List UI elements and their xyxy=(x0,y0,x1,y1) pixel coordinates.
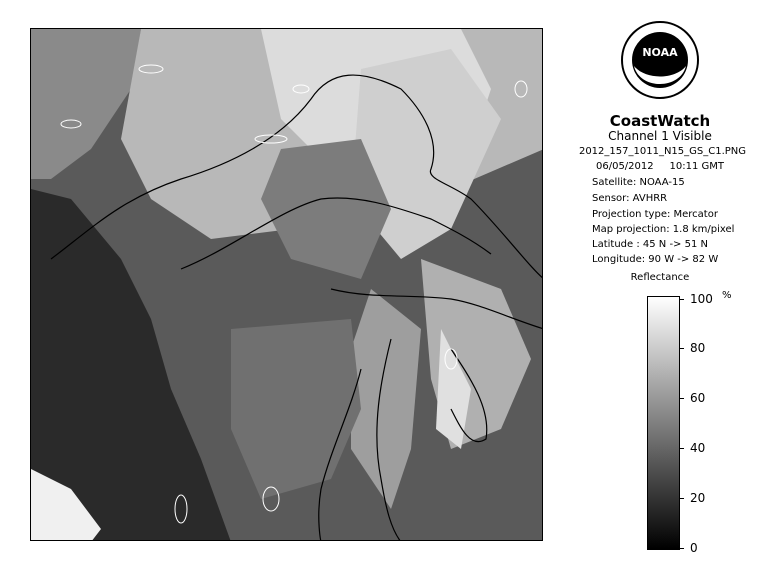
colorbar-tick-label: 40 xyxy=(690,441,706,455)
satellite-map xyxy=(30,28,543,541)
colorbar-title: Reflectance xyxy=(630,272,690,283)
colorbar-tick xyxy=(679,498,684,499)
date-value: 06/05/2012 xyxy=(595,161,654,172)
sensor-info: Sensor: AVHRR xyxy=(592,193,668,204)
colorbar-unit: % xyxy=(722,290,732,301)
satellite-info: Satellite: NOAA-15 xyxy=(592,177,685,188)
colorbar xyxy=(647,296,680,550)
header-subtitle: Channel 1 Visible xyxy=(608,129,712,143)
colorbar-tick xyxy=(679,348,684,349)
header-title: CoastWatch xyxy=(609,112,711,130)
map-projection-info: Map projection: 1.8 km/pixel xyxy=(592,224,735,235)
colorbar-tick-label: 100 xyxy=(690,292,713,306)
colorbar-tick-label: 60 xyxy=(690,391,706,405)
colorbar-tick-label: 20 xyxy=(690,491,706,505)
colorbar-tick-label: 0 xyxy=(690,541,698,555)
colorbar-tick xyxy=(679,548,684,549)
time-value: 10:11 GMT xyxy=(669,161,725,172)
colorbar-tick-label: 80 xyxy=(690,341,706,355)
map-image xyxy=(31,29,543,541)
longitude-info: Longitude: 90 W -> 82 W xyxy=(592,254,719,265)
colorbar-tick xyxy=(679,398,684,399)
projection-type-info: Projection type: Mercator xyxy=(592,209,718,220)
colorbar-tick xyxy=(679,299,684,300)
colorbar-tick xyxy=(679,448,684,449)
filename: 2012_157_1011_N15_GS_C1.PNG xyxy=(578,146,747,157)
date-time xyxy=(560,161,760,172)
noaa-logo xyxy=(620,20,700,100)
latitude-info: Latitude : 45 N -> 51 N xyxy=(592,239,708,250)
logo-text: NOAA xyxy=(642,46,678,59)
